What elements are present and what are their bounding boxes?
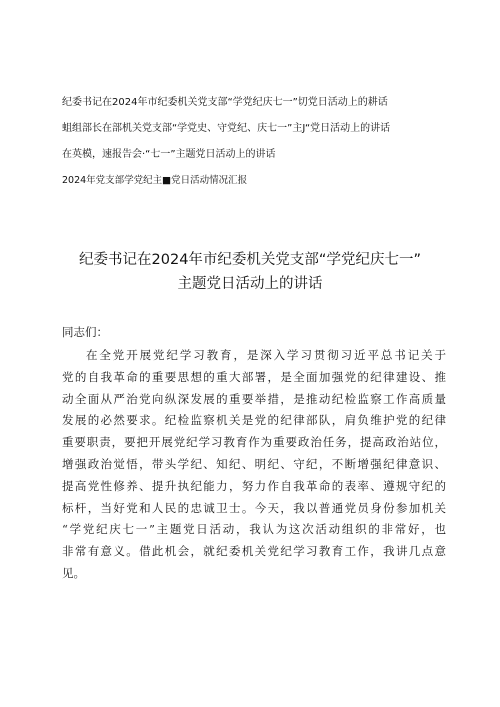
document-title (40, 248, 460, 296)
body-paragraph (62, 345, 446, 585)
document-title-line-2: 主题党日活动上的讲话 (177, 276, 323, 292)
body-line: 提高党性修养、提升执纪能力，努力作自我革命的表率、遵规守纪的 (62, 478, 446, 493)
contents-item-1[interactable]: 纪委书记在2024年市纪委机关党支部“学党纪庆七一”切党日活动上的耕话 (62, 97, 388, 108)
salutation: 同志们： (62, 325, 108, 339)
body-line: 非常有意义。借此机会，就纪委机关党纪学习教育工作，我讲几点意 (62, 544, 446, 559)
body-line: 动全面从严治党向纵深发展的重要举措，是推动纪检监察工作高质量 (62, 391, 446, 406)
body-line: 发展的必然要求。纪检监察机关是党的纪律部队，肩负维护党的纪律 (62, 413, 446, 428)
document-title-line-1: 纪委书记在2024年市纪委机关党支部“学党纪庆七一” (79, 252, 421, 268)
body-line: 重要职责，要把开展党纪学习教育作为重要政治任务，提高政治站位， (62, 435, 446, 450)
contents-item-2[interactable]: 蛆组部长在部机关党支部“学党史、守党纪、庆七一”主J“党日活动上的讲话 (62, 123, 391, 134)
body-line: 见。 (62, 565, 85, 580)
body-line: 增强政治觉悟，带头学纪、知纪、明纪、守纪，不断增强纪律意识、 (62, 456, 446, 471)
body-line: 在全党开展党纪学习教育，是深入学习贯彻习近平总书记关于 (86, 348, 446, 362)
body-line: 标杆，当好党和人民的忠诚卫士。今天，我以普通党员身份参加机关 (62, 500, 446, 515)
body-line: “学党纪庆七一”主题党日活动，我认为这次活动组织的非常好，也 (62, 522, 446, 537)
body-line: 党的自我革命的重要思想的重大部署，是全面加强党的纪律建设、推 (62, 369, 446, 384)
contents-list (62, 92, 462, 188)
contents-item-4[interactable]: 2024年党支部学党纪主■党日活动情况汇报 (62, 175, 248, 186)
contents-item-3[interactable]: 在英模，速报告会·“七一”主题党日活动上的讲话 (62, 149, 276, 160)
